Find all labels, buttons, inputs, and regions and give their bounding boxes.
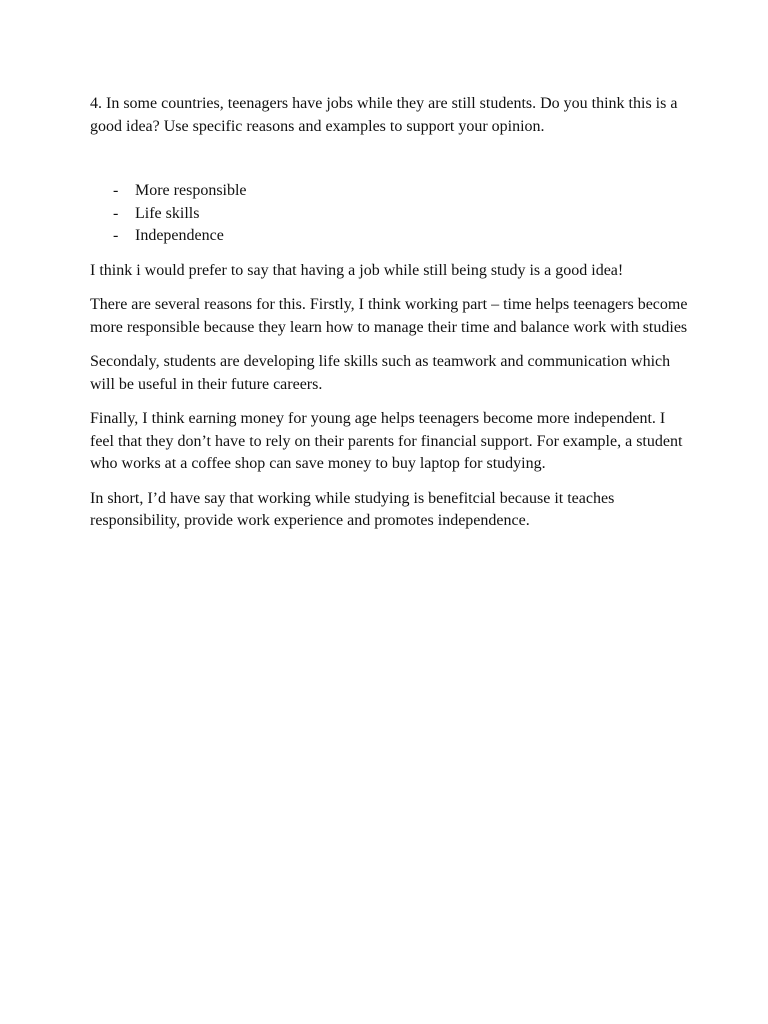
paragraph-conclusion: In short, I’d have say that working while studying is benefitcial because it teaches responsibility, provide work experience and promotes independence. xyxy=(90,489,615,529)
list-item-text: Independence xyxy=(135,227,224,244)
paragraph-opinion: I think i would prefer to say that having a job while still being study is a good idea! xyxy=(90,261,624,279)
essay-prompt: 4. In some countries, teenagers have jobs while they are still students. Do you think this is a good idea? Use specific reasons and examples to support your opinion. xyxy=(90,95,678,135)
paragraph-reason-responsibility: There are several reasons for this. Firstly, I think working part – time helps teenagers become more responsible because they learn how to manage their time and balance work with studies xyxy=(90,296,688,336)
paragraph-reason-life-skills: Secondaly, students are developing life skills such as teamwork and communication which will be useful in their future careers. xyxy=(90,353,671,393)
list-item xyxy=(90,180,690,203)
list-item-text: Life skills xyxy=(135,204,200,222)
list-item xyxy=(90,225,690,248)
bullet-dash: - xyxy=(113,182,119,199)
bullet-list xyxy=(90,180,690,248)
list-item xyxy=(90,203,690,226)
document-body xyxy=(90,93,690,533)
list-item-text: More responsible xyxy=(135,182,247,199)
paragraph-reason-independence: Finally, I think earning money for young age helps teenagers become more independent. I feel that they don’t have to rely on their parents for financial support. For example, a student who works at a coffee shop can save money to buy laptop for studying. xyxy=(90,410,683,472)
bullet-dash: - xyxy=(113,227,119,244)
bullet-dash: - xyxy=(113,204,119,222)
